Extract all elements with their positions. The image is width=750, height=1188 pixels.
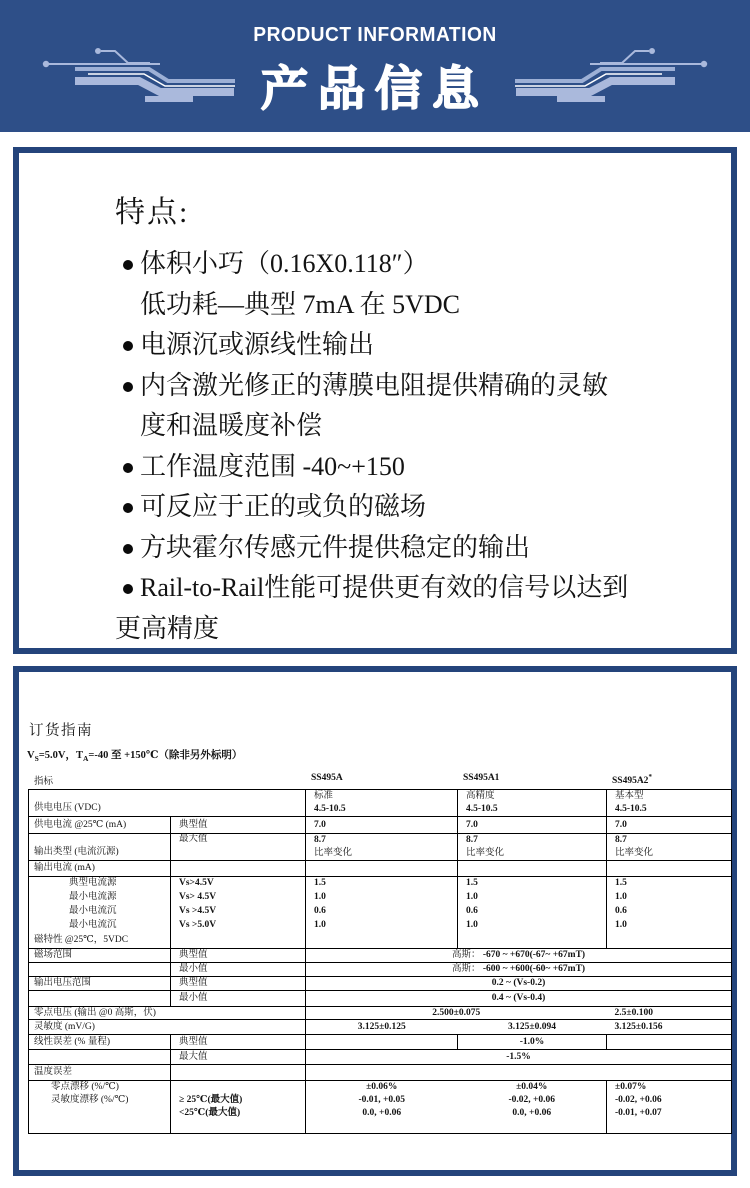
row-label: 输出类型 (电流沉源) — [29, 834, 171, 861]
bullet-icon — [123, 260, 133, 270]
row-typ-source — [29, 877, 732, 891]
cell: 3.125±0.094 — [458, 1020, 607, 1035]
cell — [171, 933, 306, 949]
feature-item — [19, 244, 731, 285]
row-supply-current — [29, 817, 732, 834]
row-linearity-max — [29, 1050, 732, 1065]
sub-label: Vs >5.0V — [171, 919, 306, 933]
feature-text: Rail-to-Rail性能可提供更有效的信号以达到 — [140, 573, 629, 602]
cell: 2.500±0.075 — [306, 1007, 607, 1020]
bullet-icon — [123, 503, 133, 513]
bullet-icon — [123, 544, 133, 554]
cell: 基本型 4.5-10.5 — [607, 790, 732, 817]
cell — [607, 933, 732, 949]
row-field-range-min — [29, 963, 732, 977]
cell: 1.5 — [607, 877, 732, 891]
row-output-type — [29, 834, 732, 861]
row-label: 线性误差 (% 量程) — [29, 1035, 171, 1050]
row-label: 最小电流源 — [29, 891, 171, 905]
cell: 高精度 4.5-10.5 — [458, 790, 607, 817]
cell: 1.5 — [458, 877, 607, 891]
cell — [171, 861, 306, 877]
column-header-ss495a: SS495A — [311, 773, 343, 784]
row-label: 灵敏度 (mV/G) — [29, 1020, 306, 1035]
row-magnetic-characteristics — [29, 933, 732, 949]
row-label: 温度误差 — [29, 1065, 171, 1081]
sub-label: Vs >4.5V — [171, 905, 306, 919]
feature-item — [19, 609, 731, 650]
cell: 8.7 比率变化 — [306, 834, 458, 861]
column-header-spacer — [170, 773, 305, 787]
row-sensitivity — [29, 1020, 732, 1035]
sub-label: 典型值 — [171, 1035, 306, 1050]
cell: 2.5±0.100 — [607, 1007, 732, 1020]
row-label: 磁场范围 — [29, 949, 171, 963]
feature-text: 体积小巧（0.16X0.118″） — [140, 249, 429, 278]
cell: 7.0 — [458, 817, 607, 834]
cell: -1.5% — [306, 1050, 732, 1065]
sub-label: 典型值 — [171, 817, 306, 834]
cell: 1.0 — [607, 919, 732, 933]
row-label: 磁特性 @25℃，5VDC — [29, 933, 171, 949]
row-output-current — [29, 861, 732, 877]
row-label — [29, 1050, 171, 1065]
spec-table — [28, 789, 732, 1134]
row-supply-voltage — [29, 790, 732, 817]
feature-item — [19, 568, 731, 609]
feature-text: 工作温度范围 -40~+150 — [140, 451, 405, 481]
feature-item — [19, 447, 731, 488]
cell: 0.6 — [607, 905, 732, 919]
feature-text: 电源沉或源线性输出 — [140, 330, 375, 359]
cell — [306, 933, 458, 949]
row-label: 零点电压 (输出 @0 高斯，伏) — [29, 1007, 306, 1020]
column-header-ss495a2: SS495A2* — [612, 773, 652, 787]
cell — [458, 933, 607, 949]
row-label: 供电电流 @25℃ (mA) — [29, 817, 171, 834]
table-column-headers — [28, 773, 731, 787]
sub-label: 最大值 — [171, 1050, 306, 1065]
feature-item — [19, 406, 731, 447]
row-min-sink-2 — [29, 919, 732, 933]
feature-item — [19, 325, 731, 366]
feature-text: 更高精度 — [115, 613, 220, 643]
sub-label: 最小值 — [171, 963, 306, 977]
cell: 1.0 — [306, 919, 458, 933]
row-temperature-drift — [29, 1081, 732, 1134]
row-label: 典型电流源 — [29, 877, 171, 891]
bullet-icon — [123, 382, 133, 392]
cell: ±0.04% -0.02, +0.06 0.0, +0.06 — [458, 1081, 607, 1134]
cell: 高斯： -670 ~ +670(-67~ +67mT) — [306, 949, 732, 963]
feature-text: 度和温暖度补偿 — [140, 411, 323, 440]
sub-label: Vs> 4.5V — [171, 891, 306, 905]
cell — [306, 1035, 458, 1050]
ordering-guide-panel — [13, 666, 737, 1176]
test-conditions: $V_S=5.0V$，$T_A=-40$ 至 +150℃（除非另外标明） — [27, 750, 243, 764]
cell: 1.5 — [306, 877, 458, 891]
features-list — [19, 244, 731, 649]
cell: 1.0 — [306, 891, 458, 905]
cell: 0.4 ~ (Vs-0.4) — [306, 991, 732, 1007]
row-label — [29, 963, 171, 977]
cell — [607, 1035, 732, 1050]
bullet-icon — [123, 584, 133, 594]
cell: 0.6 — [458, 905, 607, 919]
row-label: 最小电流沉 — [29, 905, 171, 919]
cell: 高斯： -600 ~ +600(-60~ +67mT) — [306, 963, 732, 977]
column-header-ss495a1: SS495A1 — [463, 773, 500, 784]
sub-label: 最小值 — [171, 991, 306, 1007]
feature-item — [19, 285, 731, 326]
cell — [607, 861, 732, 877]
row-label: 供电电压 (VDC) — [29, 790, 306, 817]
banner-title: 产品信息 — [261, 62, 489, 115]
row-temperature-error — [29, 1065, 732, 1081]
sub-label: Vs>4.5V — [171, 877, 306, 891]
cell: 3.125±0.125 — [306, 1020, 458, 1035]
row-linearity-typ — [29, 1035, 732, 1050]
sub-label: 典型值 — [171, 949, 306, 963]
bullet-icon — [123, 341, 133, 351]
row-label: 输出电压范围 — [29, 977, 171, 991]
row-output-voltage-min — [29, 991, 732, 1007]
row-label: 零点漂移 (%/℃) 灵敏度漂移 (%/℃) — [29, 1081, 171, 1134]
cell — [171, 1065, 306, 1081]
bullet-icon — [123, 463, 133, 473]
cell: -1.0% — [458, 1035, 607, 1050]
cell: 7.0 — [607, 817, 732, 834]
features-panel — [13, 147, 737, 654]
row-label — [29, 991, 171, 1007]
cell: 标准 4.5-10.5 — [306, 790, 458, 817]
feature-item — [19, 528, 731, 569]
cell: 1.0 — [607, 891, 732, 905]
column-header-indicator: 指标 — [34, 777, 54, 788]
cell: 3.125±0.156 — [607, 1020, 732, 1035]
feature-item — [19, 487, 731, 528]
cell: 0.6 — [306, 905, 458, 919]
feature-text: 内含激光修正的薄膜电阻提供精确的灵敏 — [140, 370, 609, 400]
cell: ±0.06% -0.01, +0.05 0.0, +0.06 — [306, 1081, 458, 1134]
cell: 0.2 ~ (Vs-0.2) — [306, 977, 732, 991]
row-output-voltage-typ — [29, 977, 732, 991]
sub-label: ≥ 25℃(最大值) <25℃(最大值) — [171, 1081, 306, 1134]
features-title: 特点: — [115, 196, 190, 229]
cell: 1.0 — [458, 891, 607, 905]
feature-text: 低功耗—典型 7mA 在 5VDC — [140, 289, 460, 319]
cell: ±0.07% -0.02, +0.06 -0.01, +0.07 — [607, 1081, 732, 1134]
banner — [0, 0, 750, 132]
row-min-source — [29, 891, 732, 905]
row-label: 最小电流沉 — [29, 919, 171, 933]
cell: 8.7 比率变化 — [607, 834, 732, 861]
row-label: 输出电流 (mA) — [29, 861, 171, 877]
sub-label: 最大值 — [171, 834, 306, 861]
ordering-guide-title: 订货指南 — [29, 723, 93, 739]
cell — [306, 1065, 732, 1081]
row-field-range-typ — [29, 949, 732, 963]
feature-item — [19, 366, 731, 407]
banner-subtitle: PRODUCT INFORMATION — [253, 24, 497, 46]
row-min-sink-1 — [29, 905, 732, 919]
cell — [458, 861, 607, 877]
cell: 8.7 比率变化 — [458, 834, 607, 861]
row-null-voltage — [29, 1007, 732, 1020]
sub-label: 典型值 — [171, 977, 306, 991]
cell: 1.0 — [458, 919, 607, 933]
feature-text: 方块霍尔传感元件提供稳定的输出 — [140, 532, 531, 562]
feature-text: 可反应于正的或负的磁场 — [140, 492, 427, 521]
cell — [306, 861, 458, 877]
cell: 7.0 — [306, 817, 458, 834]
